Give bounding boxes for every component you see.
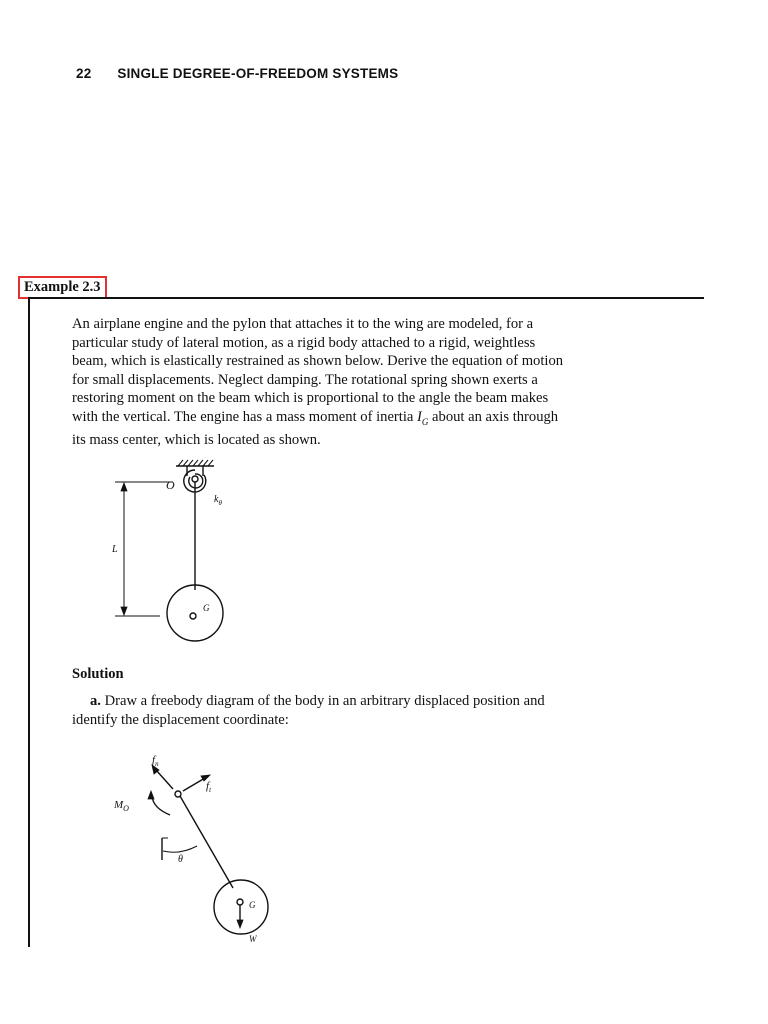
- displaced-beam: [180, 796, 233, 888]
- problem-line: for small displacements. Neglect damping. The rotational spring shown exerts a: [72, 371, 538, 388]
- mass-center-label: G: [249, 900, 256, 910]
- length-label: L: [112, 544, 118, 555]
- inertia-line-end: about an axis through: [428, 408, 559, 425]
- problem-line: its mass center, which is located as shown.: [72, 432, 321, 449]
- step-a-text: Draw a freebody diagram of the body in an arbitrary displaced position and: [100, 693, 545, 709]
- normal-force-label: $f_n$: [152, 754, 159, 768]
- pivot-label: O: [166, 478, 175, 492]
- problem-line: beam, which is elastically restrained as shown below. Derive the equation of motion: [72, 353, 564, 370]
- mass-center-dot: [237, 899, 243, 905]
- tangential-force-label: $f_t$: [206, 780, 212, 794]
- mass-center-label: G: [203, 603, 210, 613]
- problem-line: particular study of lateral motion, as a rigid body attached to a rigid, weightless: [72, 334, 536, 351]
- problem-line: An airplane engine and the pylon that attaches it to the wing are modeled, for a: [72, 316, 534, 332]
- angle-arc: [163, 846, 197, 852]
- moment-arrowhead: [148, 791, 154, 799]
- moment-arc: [152, 796, 170, 815]
- tangential-force-arrow: [183, 778, 205, 791]
- weight-arrowhead: [237, 920, 243, 928]
- example-label: Example 2.3: [18, 276, 107, 299]
- normal-force-arrow: [156, 770, 173, 789]
- pivot-point: [175, 791, 181, 797]
- inertia-symbol: I: [417, 408, 422, 425]
- inertia-line-start: with the vertical. The engine has a mass moment of inertia: [72, 408, 418, 425]
- running-title: SINGLE DEGREE-OF-FREEDOM SYSTEMS: [117, 66, 399, 81]
- step-marker: a.: [90, 693, 101, 709]
- inertia-subscript: G: [421, 416, 429, 427]
- weight-label: W: [249, 934, 257, 944]
- page-number: 22: [76, 66, 92, 81]
- spring-label: $k_\theta$: [214, 494, 222, 507]
- moment-label: $M_O$: [114, 799, 129, 813]
- angle-label: θ: [178, 854, 183, 865]
- step-a-line: identify the displacement coordinate:: [72, 711, 289, 728]
- solution-heading: Solution: [72, 666, 124, 682]
- problem-line: restoring moment on the beam which is proportional to the angle the beam makes: [72, 390, 549, 407]
